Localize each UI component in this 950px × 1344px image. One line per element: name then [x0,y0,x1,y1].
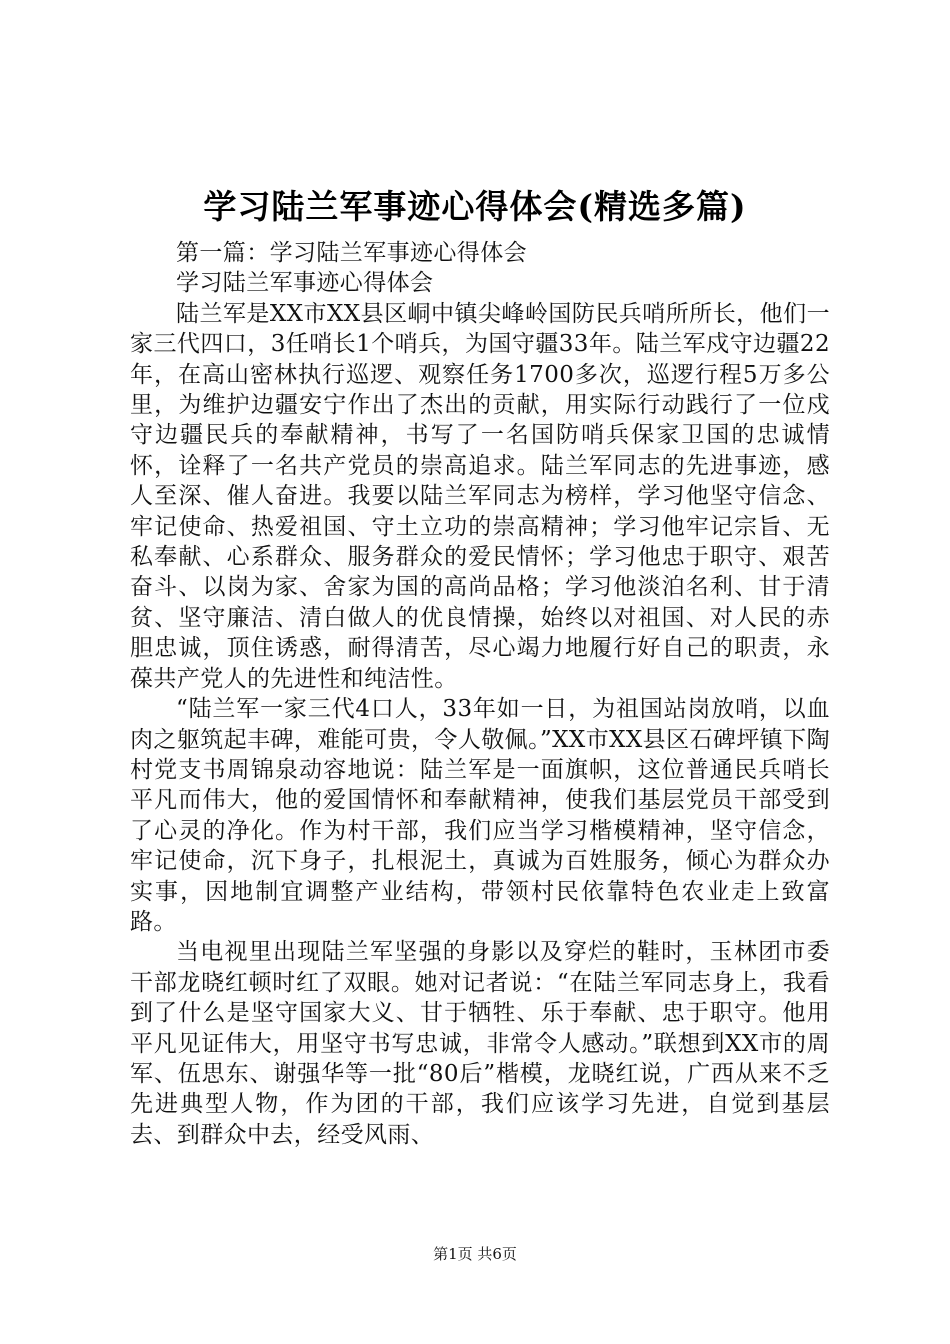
paragraph-1: 陆兰军是XX市XX县区峒中镇尖峰岭国防民兵哨所所长，他们一家三代四口，3任哨长1个哨兵，为国守疆33年。陆兰军戍守边疆22年，在高山密林执行巡逻、观察任务1700多次，巡逻行程5万多公里，为维护边疆安宁作出了杰出的贡献，用实际行动践行了一位戍守边疆民兵的奉献精神，书写了一名国防哨兵保家卫国的忠诚情怀，诠释了一名共产党员的崇高追求。陆兰军同志的先进事迹，感人至深、催人奋进。我要以陆兰军同志为榜样，学习他坚守信念、牢记使命、热爱祖国、守土立功的崇高精神；学习他牢记宗旨、无私奉献、心系群众、服务群众的爱民情怀；学习他忠于职守、艰苦奋斗、以岗为家、舍家为国的高尚品格；学习他淡泊名利、甘于清贫、坚守廉洁、清白做人的优良情操，始终以对祖国、对人民的赤胆忠诚，顶住诱惑，耐得清苦，尽心竭力地履行好自己的职责，永葆共产党人的先进性和纯洁性。 [130,300,830,692]
sub-heading: 学习陆兰军事迹心得体会 [176,270,434,297]
paragraph-3: 当电视里出现陆兰军坚强的身影以及穿烂的鞋时，玉林团市委干部龙晓红顿时红了双眼。她对记者说：“在陆兰军同志身上，我看到了什么是坚守国家大义、甘于牺牲、乐于奉献、忠于职守。他用平凡见证伟大，用坚守书写忠诚，非常令人感动。”联想到XX市的周军、伍思东、谢强华等一批“80后”楷模，龙晓红说，广西从来不乏先进典型人物，作为团的干部，我们应该学习先进，自觉到基层去、到群众中去，经受风雨、 [130,939,830,1148]
paragraph-2: “陆兰军一家三代4口人，33年如一日，为祖国站岗放哨，以血肉之躯筑起丰碑，难能可贵，令人敬佩。”XX市XX县区石碑坪镇下陶村党支书周锦泉动容地说：陆兰军是一面旗帜，这位普通民兵哨长平凡而伟大，他的爱国情怀和奉献精神，使我们基层党员干部受到了心灵的净化。作为村干部，我们应当学习楷模精神，坚守信念，牢记使命，沉下身子，扎根泥土，真诚为百姓服务，倾心为群众办实事，因地制宜调整产业结构，带领村民依靠特色农业走上致富路。 [130,696,830,935]
section-heading: 第一篇：学习陆兰军事迹心得体会 [176,240,527,266]
page-footer: 第1页 共6页 [433,1245,517,1263]
document-title: 学习陆兰军事迹心得体会(精选多篇) [203,187,747,226]
document-body [130,238,830,1150]
